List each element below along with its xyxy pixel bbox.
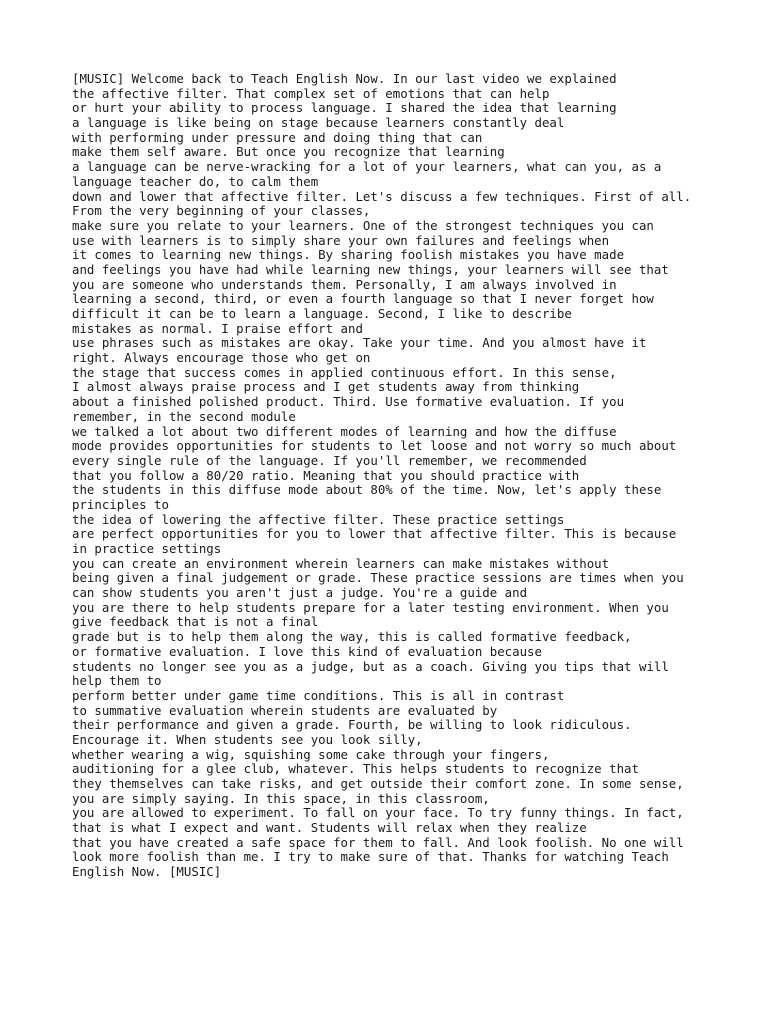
transcript-line: the affective filter. That complex set of emotions that can help	[72, 85, 550, 101]
transcript-line: whether wearing a wig, squishing some cake through your fingers,	[72, 746, 550, 762]
transcript-line: or formative evaluation. I love this kind of evaluation because	[72, 643, 542, 659]
transcript-line: [MUSIC] Welcome back to Teach English Now. In our last video we explained	[72, 71, 617, 86]
transcript-line: to summative evaluation wherein students are evaluated by	[72, 702, 498, 718]
transcript-line: a language can be nerve-wracking for a lot of your learners, what can you, as a	[72, 159, 662, 175]
transcript-line: are perfect opportunities for you to lower that affective filter. This is because	[72, 526, 677, 542]
transcript-line: principles to	[72, 496, 169, 512]
transcript-line: the students in this diffuse mode about 80% of the time. Now, let's apply these	[72, 482, 662, 498]
transcript-line: can show students you aren't just a judge. You're a guide and	[72, 585, 528, 601]
transcript-line: make them self aware. But once you recognize that learning	[72, 144, 505, 160]
transcript-line: it comes to learning new things. By sharing foolish mistakes you have made	[72, 247, 625, 263]
transcript-line: they themselves can take risks, and get outside their comfort zone. In some sense,	[72, 776, 684, 791]
transcript-line: about a finished polished product. Third. Use formative evaluation. If you	[72, 394, 625, 410]
transcript-line: you can create an environment wherein learners can make mistakes without	[72, 555, 610, 571]
transcript-line: Encourage it. When students see you look silly,	[72, 731, 423, 747]
transcript-line: use with learners is to simply share your own failures and feelings when	[72, 232, 610, 248]
transcript-line: right. Always encourage those who get on	[72, 350, 371, 366]
transcript-line: English Now. [MUSIC]	[72, 864, 222, 880]
transcript-line: that you have created a safe space for them to fall. And look foolish. No one will	[72, 834, 684, 850]
transcript-line: mistakes as normal. I praise effort and	[72, 320, 363, 336]
transcript-line: you are simply saying. In this space, in this classroom,	[72, 790, 490, 806]
transcript-line: mode provides opportunities for students to let loose and not worry so much about	[72, 438, 677, 454]
transcript-line: down and lower that affective filter. Let's discuss a few techniques. First of all.	[72, 188, 692, 204]
transcript-line: use phrases such as mistakes are okay. Take your time. And you almost have it	[72, 335, 647, 351]
transcript-line: you are there to help students prepare for a later testing environment. When you	[72, 599, 669, 615]
transcript-text	[72, 72, 712, 880]
transcript-line: students no longer see you as a judge, but as a coach. Giving you tips that will	[72, 658, 669, 674]
transcript-line: that is what I expect and want. Students will relax when they realize	[72, 820, 587, 836]
transcript-line: grade but is to help them along the way, this is called formative feedback,	[72, 629, 632, 645]
transcript-line: difficult it can be to learn a language. Second, I like to describe	[72, 306, 572, 321]
transcript-line: give feedback that is not a final	[72, 614, 319, 630]
transcript-line: remember, in the second module	[72, 408, 296, 424]
transcript-line: or hurt your ability to process language. I shared the idea that learning	[72, 100, 617, 116]
transcript-line: help them to	[72, 673, 162, 689]
transcript-line: every single rule of the language. If you'll remember, we recommended	[72, 452, 587, 468]
transcript-line: you are allowed to experiment. To fall on your face. To try funny things. In fact,	[72, 805, 684, 821]
transcript-line: look more foolish than me. I try to make sure of that. Thanks for watching Teach	[72, 849, 669, 865]
transcript-line: their performance and given a grade. Fourth, be willing to look ridiculous.	[72, 717, 632, 733]
transcript-line: I almost always praise process and I get students away from thinking	[72, 379, 580, 395]
transcript-line: make sure you relate to your learners. One of the strongest techniques you can	[72, 217, 654, 233]
transcript-line: and feelings you have had while learning new things, your learners will see that	[72, 261, 669, 277]
transcript-line: perform better under game time conditions. This is all in contrast	[72, 687, 565, 703]
transcript-line: with performing under pressure and doing thing that can	[72, 129, 483, 145]
transcript-line: that you follow a 80/20 ratio. Meaning that you should practice with	[72, 467, 580, 483]
transcript-line: the idea of lowering the affective filter. These practice settings	[72, 511, 565, 527]
transcript-line: learning a second, third, or even a fourth language so that I never forget how	[72, 291, 654, 307]
transcript-line: auditioning for a glee club, whatever. This helps students to recognize that	[72, 761, 639, 777]
transcript-line: we talked a lot about two different modes of learning and how the diffuse	[72, 423, 617, 439]
transcript-line: in practice settings	[72, 541, 222, 556]
transcript-line: language teacher do, to calm them	[72, 173, 319, 189]
transcript-line: From the very beginning of your classes,	[72, 203, 371, 219]
transcript-line: a language is like being on stage because learners constantly deal	[72, 115, 565, 131]
transcript-line: you are someone who understands them. Personally, I am always involved in	[72, 276, 617, 292]
transcript-line: being given a final judgement or grade. These practice sessions are times when you	[72, 570, 684, 586]
transcript-line: the stage that success comes in applied continuous effort. In this sense,	[72, 364, 617, 380]
